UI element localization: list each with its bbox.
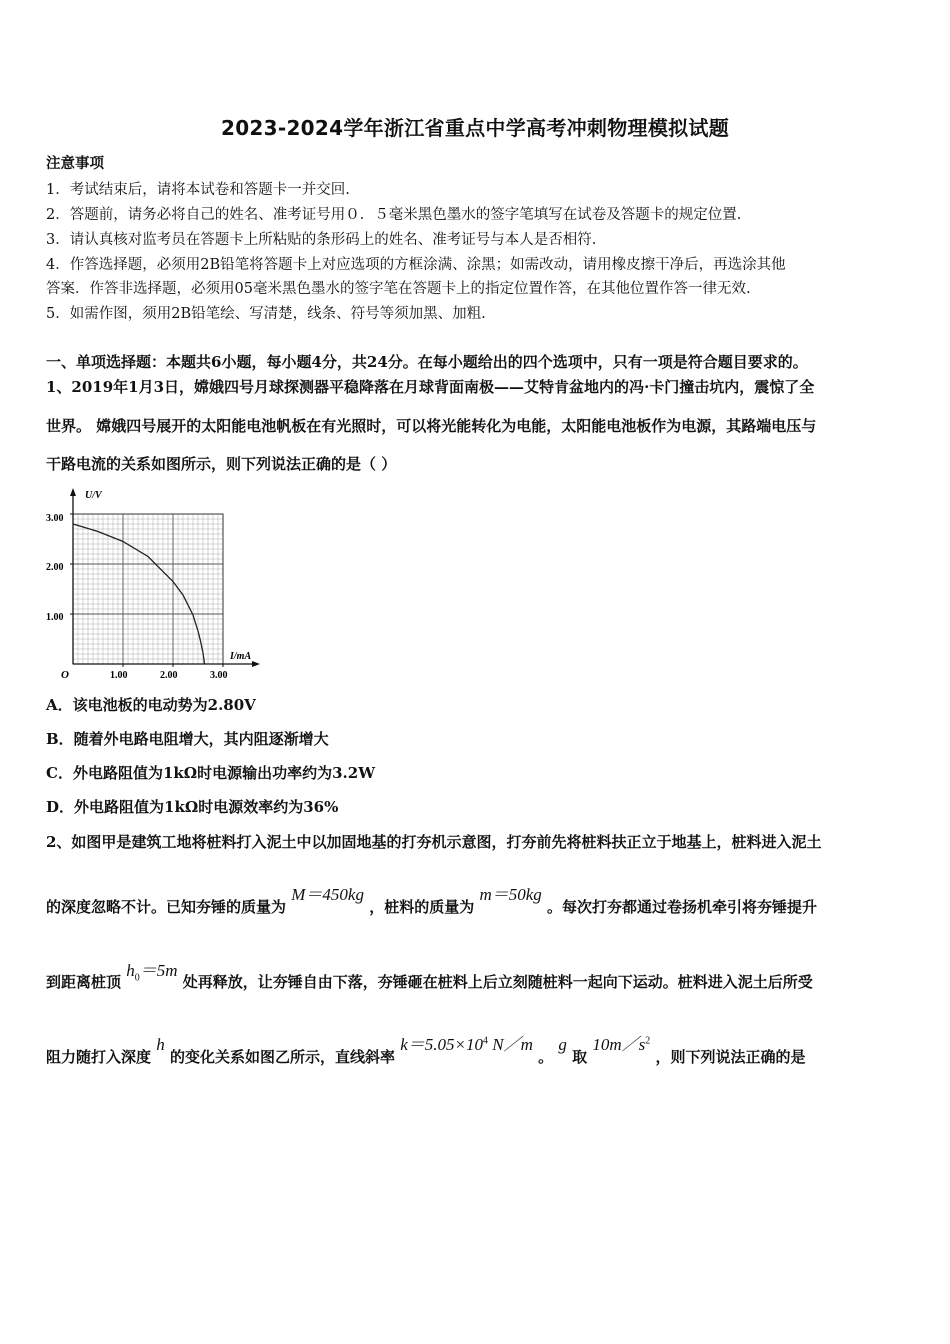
question-text: 取 xyxy=(572,1048,588,1066)
section-heading: 一、单项选择题：本题共6小题，每小题4分，共24分。在每小题给出的四个选项中，只有一项是符合题目要求的。 xyxy=(46,353,808,371)
notice-heading: 注意事项 xyxy=(46,155,104,172)
math-value: k＝5.05×10 xyxy=(400,1035,484,1054)
notice-item: 1．考试结束后，请将本试卷和答题卡一并交回. xyxy=(46,182,350,198)
math-expression xyxy=(592,1035,650,1054)
math-value: 10m／s xyxy=(592,1035,646,1054)
option-d: D．外电路阻值为1kΩ时电源效率约为36% xyxy=(46,798,339,816)
question-text: 世界。 嫦娥四号展开的太阳能电池帆板在有光照时，可以将光能转化为电能，太阳能电池板作为电源，其路端电压与 xyxy=(46,417,817,435)
notice-item: 答案．作答非选择题，必须用05毫米黑色墨水的签字笔在答题卡上的指定位置作答，在其他位置作答一律无效. xyxy=(46,281,751,297)
option-a: A．该电池板的电动势为2.80V xyxy=(46,696,256,714)
chart-origin-label: O xyxy=(61,669,69,681)
notice-item: 5．如需作图，须用2B铅笔绘、写清楚，线条、符号等须加黑、加粗. xyxy=(46,306,486,322)
math-expression: h xyxy=(156,1035,165,1054)
question-text: 处再释放，让夯锤自由下落，夯锤砸在桩料上后立刻随桩料一起向下运动。桩料进入泥土后所受 xyxy=(182,973,813,991)
math-expression: M＝450kg xyxy=(291,885,364,904)
chart-x-axis-arrow xyxy=(252,661,260,667)
math-expression: g xyxy=(558,1035,567,1054)
chart-xlabel: I/mA xyxy=(230,651,252,662)
math-unit: N／m xyxy=(492,1035,533,1054)
math-expression: m＝50kg xyxy=(479,885,542,904)
question-text: 。 xyxy=(538,1048,554,1066)
question-text-line xyxy=(46,956,813,991)
question-text: ，则下列说法正确的是 xyxy=(655,1048,806,1066)
chart-y-tick-label: 2.00 xyxy=(46,562,64,573)
math-expression xyxy=(126,961,178,984)
ui-chart xyxy=(40,482,270,684)
math-symbol: h xyxy=(126,961,135,980)
question-text: 的深度忽略不计。已知夯锤的质量为 xyxy=(46,898,287,916)
question-text: 2、如图甲是建筑工地将桩料打入泥土中以加固地基的打夯机示意图，打夯前先将桩料扶正立于地基上，桩料进入泥土 xyxy=(46,833,822,851)
page-title: 2023-2024学年浙江省重点中学高考冲刺物理模拟试题 xyxy=(220,116,730,140)
question-text-line xyxy=(46,1030,806,1066)
question-text: 的变化关系如图乙所示，直线斜率 xyxy=(169,1048,395,1066)
math-value: ＝5m xyxy=(139,961,178,980)
option-c: C．外电路阻值为1kΩ时电源输出功率约为3.2W xyxy=(46,764,376,782)
chart-y-tick-label: 1.00 xyxy=(46,612,64,623)
question-text: 到距离桩顶 xyxy=(46,973,122,991)
option-b: B．随着外电路电阻增大，其内阻逐渐增大 xyxy=(46,730,329,748)
chart-y-tick-label: 3.00 xyxy=(46,513,64,524)
chart-x-tick-label: 2.00 xyxy=(160,670,178,681)
math-subscript: 0 xyxy=(134,972,140,984)
chart-y-axis-arrow xyxy=(70,488,76,496)
chart-x-tick-label: 3.00 xyxy=(210,670,228,681)
notice-item: 2．答题前，请务必将自己的姓名、准考证号用０．５毫米黑色墨水的签字笔填写在试卷及答题卡的规定位置. xyxy=(46,207,742,223)
question-text: 阻力随打入深度 xyxy=(46,1048,152,1066)
chart-x-tick-label: 1.00 xyxy=(110,670,128,681)
math-superscript: 4 xyxy=(483,1035,489,1047)
math-expression xyxy=(400,1035,533,1054)
question-text: ，桩料的质量为 xyxy=(369,898,475,916)
chart-axes xyxy=(70,488,260,667)
question-text: 干路电流的关系如图所示，则下列说法正确的是（ ） xyxy=(46,455,397,473)
question-text: 1、2019年1月3日，嫦娥四号月球探测器平稳降落在月球背面南极——艾特肯盆地内的冯·卡门撞击坑内，震惊了全 xyxy=(46,378,815,396)
chart-ylabel: U/V xyxy=(85,490,102,501)
question-text-line xyxy=(46,880,818,916)
math-superscript: 2 xyxy=(645,1035,651,1047)
question-text: 。每次打夯都通过卷扬机牵引将夯锤提升 xyxy=(547,898,818,916)
notice-item: 3．请认真核对监考员在答题卡上所粘贴的条形码上的姓名、准考证号与本人是否相符. xyxy=(46,232,597,248)
notice-item: 4．作答选择题，必须用2B铅笔将答题卡上对应选项的方框涂满、涂黑；如需改动，请用橡皮擦干净后，再选涂其他 xyxy=(46,257,786,273)
